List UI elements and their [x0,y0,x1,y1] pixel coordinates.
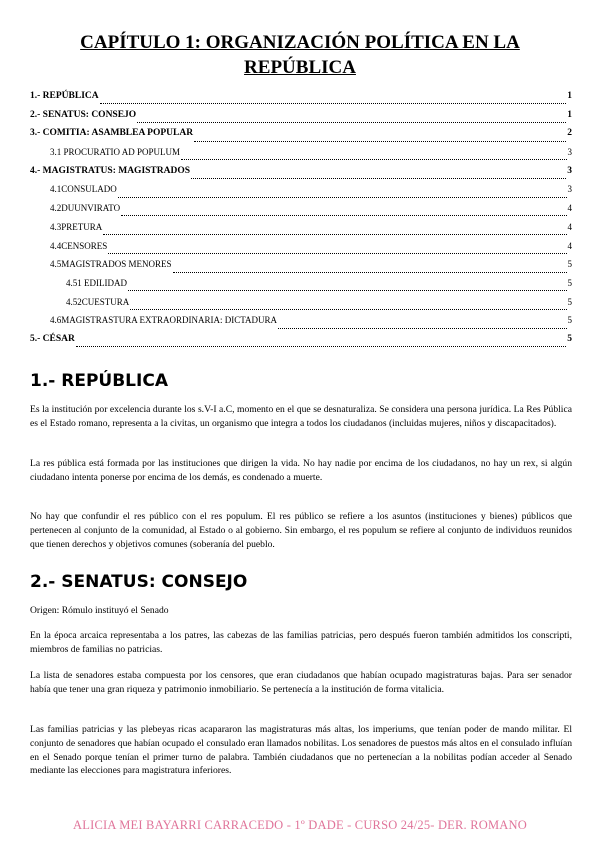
toc-leader [130,308,566,310]
senatus-paragraph-2: En la época arcaica representaba a los patres, las cabezas de las familias patricias, pero después fueron también admitidos los conscripti, miembros de familias no patricias. [30,630,572,655]
toc-entry-label: 2.- SENATUS: CONSEJO [30,109,137,120]
senatus-paragraph-4: Las familias patricias y las plebeyas ricas acapararon las magistraturas más altas, los imperiums, que tenían poder de mando militar. El conjunto de senadores que habían ocupado el consulado eran llamados nobilitas. Los senadores de puestos más altos en el consulado influían en el Senado porque tenían el primer turno de palabra. También ciudadanos que no pertenecían a la nobilitas podían acceder al Senado mediante las elecciones para magistratura inferiores. [30,724,572,777]
toc-entry[interactable] [30,222,572,241]
toc-leader [173,271,567,273]
toc-entry[interactable] [30,147,572,166]
toc-entry[interactable] [30,297,572,316]
toc-entry-page: 4 [567,240,572,251]
senatus-paragraph-3: La lista de senadores estaba compuesta por los censores, que eran ciudadanos que habían ocupado magistraturas bajas. Para ser senador había que tener una gran riqueza y patrimonio inmobiliario. Se pertenecía a la institución de forma vitalicia. [30,670,572,695]
toc-entry-page: 4 [567,203,572,214]
toc-entry-page: 3 [567,184,572,195]
toc-entry-label: 4.3PRETURA [50,221,103,232]
toc-entry-page: 5 [567,333,572,344]
toc-leader [191,177,566,179]
title-line-2: REPÚBLICA [244,57,356,78]
toc-entry[interactable] [30,315,572,334]
toc-entry-page: 5 [567,277,572,288]
toc-entry-page: 5 [567,259,572,270]
toc-entry-label: 4.5MAGISTRADOS MENORES [50,259,172,270]
toc-entry-page: 4 [567,221,572,232]
section-heading-republica: 1.- REPÚBLICA [30,371,168,391]
toc-entry-label: 3.- COMITIA: ASAMBLEA POPULAR [30,128,194,139]
toc-entry-label: 4.51 EDILIDAD [66,277,127,288]
toc-entry[interactable] [30,128,572,147]
table-of-contents [30,91,572,353]
section-heading-senatus: 2.- SENATUS: CONSEJO [30,572,248,592]
toc-leader [108,252,566,254]
document-title [30,30,570,80]
toc-entry[interactable] [30,278,572,297]
toc-leader [118,196,567,198]
page-footer: ALICIA MEI BAYARRI CARRACEDO - 1º DADE - CURSO 24/25- DER. ROMANO [73,818,527,832]
toc-entry[interactable] [30,259,572,278]
toc-entry[interactable] [30,166,572,185]
toc-entry-page: 5 [567,296,572,307]
title-line-1: CAPÍTULO 1: ORGANIZACIÓN POLÍTICA EN LA [80,32,520,53]
toc-entry[interactable] [30,203,572,222]
toc-entry-label: 4.- MAGISTRATUS: MAGISTRADOS [30,165,191,176]
toc-leader [103,233,566,235]
toc-leader [76,345,566,347]
toc-entry-label: 1.- REPÚBLICA [30,91,99,101]
toc-entry-page: 1 [567,109,572,120]
toc-entry[interactable] [30,110,572,129]
republica-paragraph-2: La res pública está formada por las instituciones que dirigen la vida. No hay nadie por encima de los ciudadanos, no hay un rex, si algún ciudadano intenta ponerse por encima de los demás, es condenado a muerte. [30,458,572,483]
toc-leader [121,214,566,216]
toc-entry[interactable] [30,91,572,110]
toc-leader [128,289,567,291]
toc-entry-page: 3 [567,147,572,158]
toc-entry[interactable] [30,184,572,203]
toc-entry-page: 3 [567,165,572,176]
toc-entry-label: 4.4CENSORES [50,240,108,251]
toc-entry-label: 4.1CONSULADO [50,184,117,195]
toc-entry-label: 4.2DUUNVIRATO [50,203,121,214]
toc-entry-page: 2 [567,128,572,139]
toc-entry-label: 4.52CUESTURA [66,296,130,307]
senatus-paragraph-1: Origen: Rómulo instituyó el Senado [30,605,169,616]
toc-entry[interactable] [30,334,572,353]
republica-paragraph-3: No hay que confundir el res público con el res populum. El res público se refiere a los asuntos (instituciones y bienes) públicos que pertenecen al conjunto de la comunidad, al Estado o al gobierno. Sin embargo, el res populum se refiere al conjunto de individuos reunidos que tienen derechos y objetivos comunes (soberanía del pueblo. [30,511,572,550]
toc-leader [137,121,566,123]
toc-entry-label: 5.- CÉSAR [30,333,75,344]
republica-paragraph-1: Es la institución por excelencia durante los s.V-I a.C, momento en el que se desnaturaliza. Se considera una persona jurídica. La Res Pública es el Estado romano, representa a la civitas, un organismo que integra a todos los ciudadanos (incluidas mujeres, niños y discapacitados). [30,404,572,429]
toc-entry-label: 4.6MAGISTRASTURA EXTRAORDINARIA: DICTADURA [50,315,278,326]
toc-leader [100,102,567,104]
toc-leader [181,158,566,160]
toc-leader [194,140,566,142]
toc-leader [278,327,566,329]
toc-entry-page: 5 [567,315,572,326]
toc-entry-page: 1 [567,91,572,101]
toc-entry-label: 3.1 PROCURATIO AD POPULUM [50,147,181,158]
toc-entry[interactable] [30,241,572,260]
